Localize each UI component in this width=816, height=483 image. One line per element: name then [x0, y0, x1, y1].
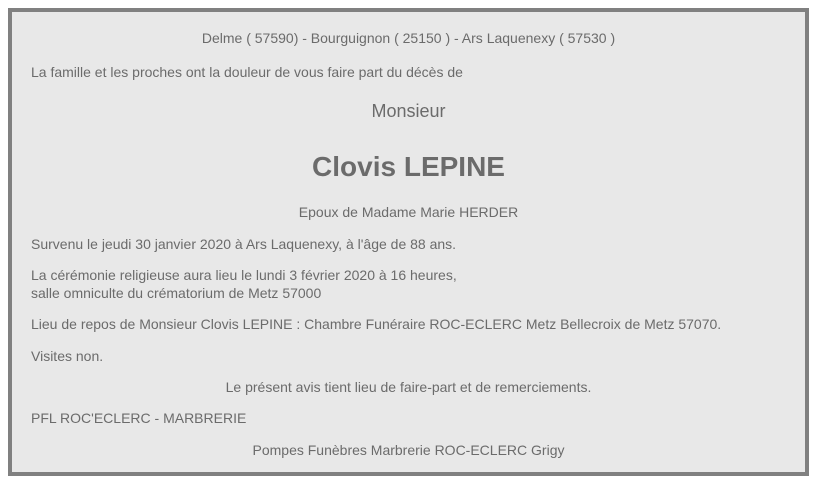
- death-details: Survenu le jeudi 30 janvier 2020 à Ars Laquenexy, à l'âge de 88 ans.: [31, 236, 457, 252]
- rest-place-line: Lieu de repos de Monsieur Clovis LEPINE : Chambre Funéraire ROC-ECLERC Metz Bellecroix de Metz 57070.: [31, 316, 722, 332]
- salutation: Monsieur: [371, 101, 446, 121]
- deceased-name: Clovis LEPINE: [312, 151, 505, 182]
- visits-line: Visites non.: [31, 348, 104, 364]
- spouse-line: Epoux de Madame Marie HERDER: [298, 204, 519, 220]
- intro-text: La famille et les proches ont la douleur de vous faire part du décès de: [31, 64, 463, 80]
- ceremony-line-1: La cérémonie religieuse aura lieu le lundi 3 février 2020 à 16 heures,: [31, 267, 457, 283]
- locations-line: Delme ( 57590) - Bourguignon ( 25150 ) - Ars Laquenexy ( 57530 ): [201, 30, 616, 46]
- thanks-line: Le présent avis tient lieu de faire-part et de remerciements.: [225, 379, 592, 395]
- obituary-notice: [8, 8, 809, 476]
- funeral-home-line: Pompes Funèbres Marbrerie ROC-ECLERC Grigy: [252, 442, 565, 458]
- ceremony-line-2: salle omniculte du crématorium de Metz 57000: [31, 285, 322, 301]
- company-line: PFL ROC'ECLERC - MARBRERIE: [31, 410, 247, 426]
